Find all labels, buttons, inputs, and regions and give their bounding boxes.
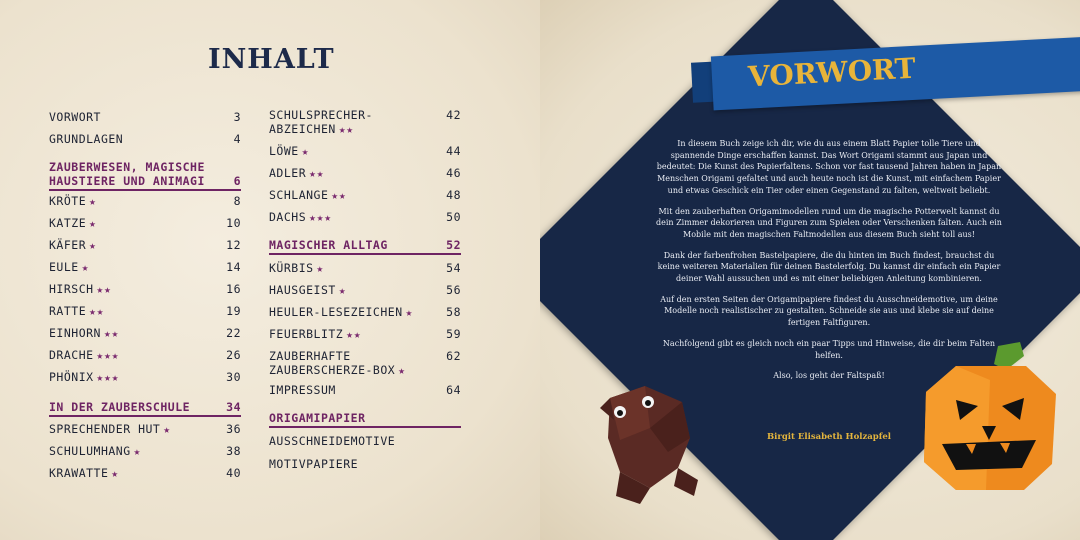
toc-entry-label: SCHULUMHANG ★ [49,444,142,458]
difficulty-star-icon: ★ [133,445,142,458]
difficulty-star-icon: ★ [89,195,97,208]
toc-entry[interactable] [49,444,241,459]
toc-entry-label: HAUSGEIST ★ [269,283,347,297]
preface-paragraph: In diesem Buch zeige ich dir, wie du aus einem Blatt Papier tolle Tiere und spannende Dinge erschaffen kannst. Das Wort Origami stammt aus Japan und bedeutet: Die Kunst des Papierfaltens. Schon vor fast tausend Jahren haben in Japan Menschen Origami gefaltet und auch heute noch ist die Kunst, mit einfachem Papier und etwas Geschick ein Tier oder einen Gegenstand zu falten, weltweit beliebt. [656,139,1002,195]
toc-entry-label: KATZE ★ [49,216,97,230]
toc-entry-label: AUSSCHNEIDEMOTIVE [269,434,396,448]
toc-entry[interactable] [49,326,241,341]
difficulty-star-icon: ★ [89,217,97,230]
toc-page-number: 46 [446,166,461,180]
toc-entry[interactable] [269,210,461,225]
toc-entry[interactable] [269,305,461,320]
preface-title: VORWORT [747,51,917,94]
difficulty-star-icon: ★★ [96,283,112,296]
toc-entry[interactable] [49,304,241,319]
toc-page-number: 52 [446,238,461,252]
toc-page-number: 42 [446,108,461,122]
toc-page-number: 56 [446,283,461,297]
toc-page-number: 36 [226,422,241,436]
toc-entry-label: GRUNDLAGEN [49,132,124,146]
toc-entry[interactable] [49,110,241,124]
toc-page-number: 50 [446,210,461,224]
toc-entry-label: DACHS ★★★ [269,210,332,224]
toc-entry-label: DRACHE ★★★ [49,348,120,362]
toc-entry-label: EINHORN ★★ [49,326,120,340]
toc-entry-label: IMPRESSUM [269,383,336,397]
toc-entry[interactable] [49,466,241,481]
toc-entry-label: ORIGAMIPAPIER [269,411,366,425]
toc-entry-label: VORWORT [49,110,101,124]
toc-page-number: 4 [233,132,241,146]
toc-entry[interactable] [269,188,461,203]
toc-entry-label: HIRSCH ★★ [49,282,112,296]
toc-entry[interactable] [49,260,241,275]
difficulty-star-icon: ★ [89,239,97,252]
toc-entry[interactable] [269,434,461,448]
toc-section-heading[interactable] [49,160,241,191]
toc-entry[interactable] [49,370,241,385]
toc-entry[interactable] [269,349,461,378]
difficulty-star-icon: ★★ [331,189,347,202]
right-page [540,0,1080,540]
toc-page-number: 38 [226,444,241,458]
toc-entry-label: SCHULSPRECHER-ABZEICHEN ★★ [269,108,373,136]
toc-page-number: 6 [233,174,241,188]
toc-entry-label: KÄFER ★ [49,238,97,252]
preface-paragraph: Mit den zauberhaften Origamimodellen rund um die magische Potterwelt kannst du dein Zimmer dekorieren und Figuren zum Spielen oder Verschenken falten. Auch ein Mobile mit den magischen Faltmodellen aus diesem Buch sieht toll aus! [656,206,1002,239]
toc-page-number: 62 [446,349,461,363]
toc-title: INHALT [208,44,335,75]
difficulty-star-icon: ★ [398,364,406,377]
toc-entry[interactable] [49,282,241,297]
difficulty-star-icon: ★ [301,145,310,158]
toc-page-number: 22 [226,326,241,340]
toc-entry[interactable] [269,144,461,159]
toc-entry-label: ZAUBERWESEN, MAGISCHE HAUSTIERE UND ANIMAGI [49,160,205,188]
toc-entry-label: RATTE ★★ [49,304,105,318]
toc-entry[interactable] [49,348,241,363]
toc-page-number: 64 [446,383,461,397]
toc-entry[interactable] [269,383,461,397]
toc-entry[interactable] [269,108,461,137]
toc-entry-label: ZAUBERHAFTE ZAUBERSCHERZE-BOX ★ [269,349,406,377]
toc-section-heading[interactable] [269,411,461,428]
toc-page-number: 34 [226,400,241,414]
toc-page-number: 10 [226,216,241,230]
difficulty-star-icon: ★★ [89,305,105,318]
toc-page-number: 16 [226,282,241,296]
toc-entry-label: SCHLANGE ★★ [269,188,347,202]
toc-entry-label: SPRECHENDER HUT ★ [49,422,171,436]
toc-page-number: 44 [446,144,461,158]
difficulty-star-icon: ★★★ [96,371,120,384]
preface-paragraph: Nachfolgend gibt es gleich noch ein paar Tipps und Hinweise, die dir beim Falten helfen. [662,338,996,360]
difficulty-star-icon: ★★★ [96,349,120,362]
toc-page-number: 54 [446,261,461,275]
preface-paragraph: Also, los geht der Faltspaß! [773,371,885,381]
toc-entry[interactable] [269,261,461,276]
origami-pumpkin-icon [916,340,1062,496]
toc-entry[interactable] [269,283,461,298]
difficulty-star-icon: ★ [405,306,414,319]
toc-entry[interactable] [269,166,461,181]
difficulty-star-icon: ★★ [103,327,120,340]
toc-entry-label: IN DER ZAUBERSCHULE [49,400,191,414]
toc-page-number: 12 [226,238,241,252]
preface-paragraph: Dank der farbenfrohen Bastelpapiere, die du hinten im Buch findest, brauchst du keine weiteren Materialien für deinen Bastelerfolg. Du kannst dir einfach ein Papier deiner Wahl aussuchen und es mit einer beliebigen Anleitung kombinieren. [657,250,1001,284]
difficulty-star-icon: ★★★ [309,211,332,224]
toc-page-number: 48 [446,188,461,202]
toc-page-number: 30 [226,370,241,384]
difficulty-star-icon: ★ [163,423,171,436]
toc-entry-label: PHÖNIX ★★★ [49,370,120,384]
difficulty-star-icon: ★ [111,467,120,480]
toc-entry[interactable] [49,216,241,231]
difficulty-star-icon: ★★ [309,167,325,180]
toc-page-number: 19 [226,304,241,318]
difficulty-star-icon: ★ [338,284,347,297]
difficulty-star-icon: ★★ [338,123,355,136]
toc-entry-label: KRAWATTE ★ [49,466,120,480]
toc-entry-label: FEUERBLITZ ★★ [269,327,362,341]
toc-page-number: 58 [446,305,461,319]
toc-page-number: 14 [226,260,241,274]
toc-entry-label: EULE ★ [49,260,90,274]
toc-entry-label: ADLER ★★ [269,166,325,180]
toc-entry[interactable] [269,327,461,342]
preface-signature: Birgit Elisabeth Holzapfel [766,432,892,442]
toc-entry[interactable] [49,132,241,146]
toc-entry-label: LÖWE ★ [269,144,310,158]
toc-entry-label: MAGISCHER ALLTAG [269,238,388,252]
toc-entry-label: KRÖTE ★ [49,194,97,208]
toc-entry[interactable] [49,422,241,437]
difficulty-star-icon: ★★ [346,328,362,341]
toc-page-number: 26 [226,348,241,362]
difficulty-star-icon: ★ [81,261,90,274]
difficulty-star-icon: ★ [316,262,325,275]
toc-page-number: 40 [226,466,241,480]
toc-page-number: 3 [233,110,241,124]
toc-entry-label: HEULER-LESEZEICHEN ★ [269,305,414,319]
toc-section-heading[interactable] [269,238,461,255]
toc-entry[interactable] [49,194,241,209]
toc-entry-label: KÜRBIS ★ [269,261,325,275]
toc-entry-label: MOTIVPAPIERE [269,457,359,471]
origami-frog-icon [590,368,710,508]
toc-section-heading[interactable] [49,400,241,417]
preface-paragraph: Auf den ersten Seiten der Origamipapiere findest du Ausschneidemotive, um deine Modelle noch realistischer zu gestalten. Schneide sie aus und klebe sie auf deine fertigen Faltfiguren. [660,294,998,328]
toc-page-number: 59 [446,327,461,341]
toc-entry[interactable] [49,238,241,253]
toc-page-number: 8 [233,194,241,208]
toc-entry[interactable] [269,457,461,471]
